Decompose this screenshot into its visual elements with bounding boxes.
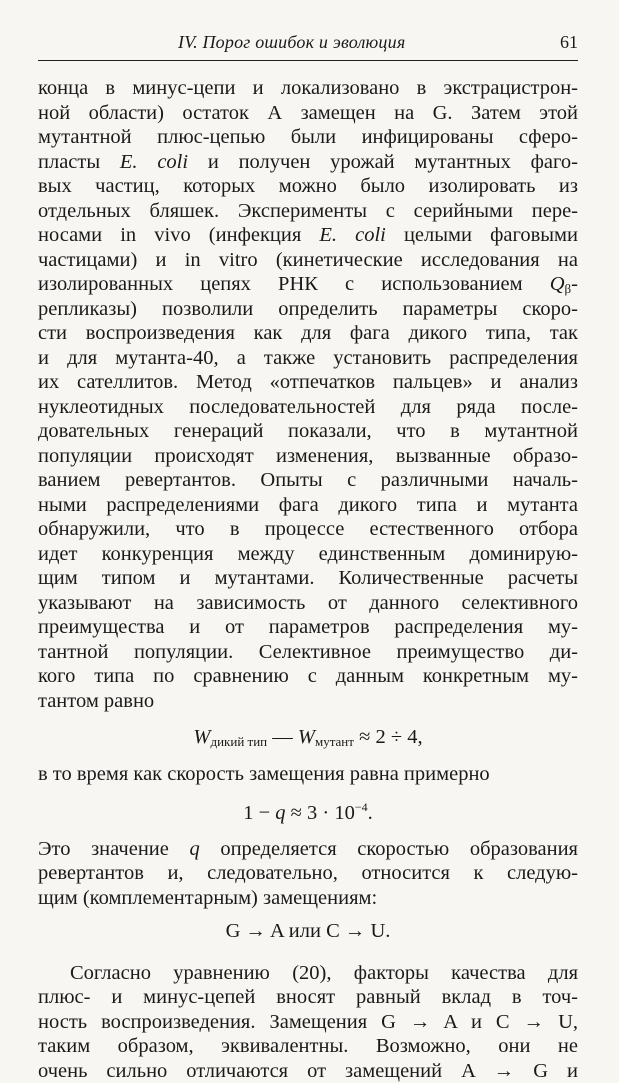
text-line: и для мутанта-40, а также установить распределения xyxy=(38,346,578,371)
text-line: указывают на зависимость от данного селективного xyxy=(38,591,578,616)
text-line: нуклеотидных последовательностей для ряда после- xyxy=(38,395,578,420)
text-line: отдельных бляшек. Эксперименты с серийными пере- xyxy=(38,199,578,224)
text-line: ной области) остаток А замещен на G. Затем этой xyxy=(38,101,578,126)
paragraph-2 xyxy=(38,837,578,911)
running-header xyxy=(38,30,578,56)
text-line: Это значение q определяется скоростью образования xyxy=(38,837,578,862)
text-line: ванием ревертантов. Опыты с различными началь- xyxy=(38,468,578,493)
text-line: ными распределениями фага дикого типа и мутанта xyxy=(38,493,578,518)
text-line: изолированных цепях РНК с использованием $Q_\beta-$ xyxy=(38,272,578,297)
text-line: популяции происходят изменения, вызванные образо- xyxy=(38,444,578,469)
text-line: щим типом и мутантами. Количественные расчеты xyxy=(38,566,578,591)
text-line: плюс- и минус-цепей вносят равный вклад в точ- xyxy=(38,985,578,1010)
chapter-title: IV. Порог ошибок и эволюция xyxy=(178,32,405,53)
text-line: Согласно уравнению (20), факторы качества для xyxy=(38,961,578,986)
text-line: вых частиц, которых можно было изолировать из xyxy=(38,174,578,199)
text-line: очень сильно отличаются от замещений A → G и xyxy=(38,1059,578,1083)
text-line: их сателлитов. Метод «отпечатков пальцев» и анализ xyxy=(38,370,578,395)
formula-substitutions: G → A или C → U. xyxy=(38,919,578,944)
text-line: обнаружили, что в процессе естественного отбора xyxy=(38,517,578,542)
paragraph-1 xyxy=(38,76,578,713)
text-line: преимущества и от параметров распределения му- xyxy=(38,615,578,640)
text-line: пласты E. coli и получен урожай мутантных фаго- xyxy=(38,150,578,175)
text-line: таким образом, эквивалентны. Возможно, они не xyxy=(38,1034,578,1059)
text-line: носами in vivo (инфекция E. coli целыми фаговыми xyxy=(38,223,578,248)
text-line: частицами) и in vitro (кинетические исследования на xyxy=(38,248,578,273)
text-line: щим (комплементарным) замещениям: xyxy=(38,886,578,911)
text-line: репликазы) позволили определить параметры скоро- xyxy=(38,297,578,322)
text-line: идет конкуренция между единственным доминирую- xyxy=(38,542,578,567)
formula-selective-advantage: $W_{дикий тип}$ — $W_{мутант} \approx 2 \div 4$, xyxy=(38,725,578,750)
text-line: кого типа по сравнению с данным конкретным му- xyxy=(38,664,578,689)
paragraph-3 xyxy=(38,961,578,1083)
text-line: конца в минус-цепи и локализовано в экстрацистрон- xyxy=(38,76,578,101)
text-line: ревертантов и, следовательно, относится к следую- xyxy=(38,861,578,886)
text-line: в то время как скорость замещения равна примерно xyxy=(38,762,578,787)
text-line: мутантной плюс-цепью были инфицированы сферо- xyxy=(38,125,578,150)
text-line: довательных генераций показали, что в мутантной xyxy=(38,419,578,444)
formula-substitution-rate: $1 - q \approx 3 \cdot 10^{-4}$. xyxy=(38,795,578,820)
text-line: ность воспроизведения. Замещения G → A и C → U, xyxy=(38,1010,578,1035)
body-text xyxy=(38,76,578,1083)
header-rule xyxy=(38,60,578,61)
page-number: 61 xyxy=(560,32,578,53)
text-line: тантной популяции. Селективное преимущество ди- xyxy=(38,640,578,665)
text-line: тантом равно xyxy=(38,689,578,714)
text-line: сти воспроизведения как для фага дикого типа, так xyxy=(38,321,578,346)
